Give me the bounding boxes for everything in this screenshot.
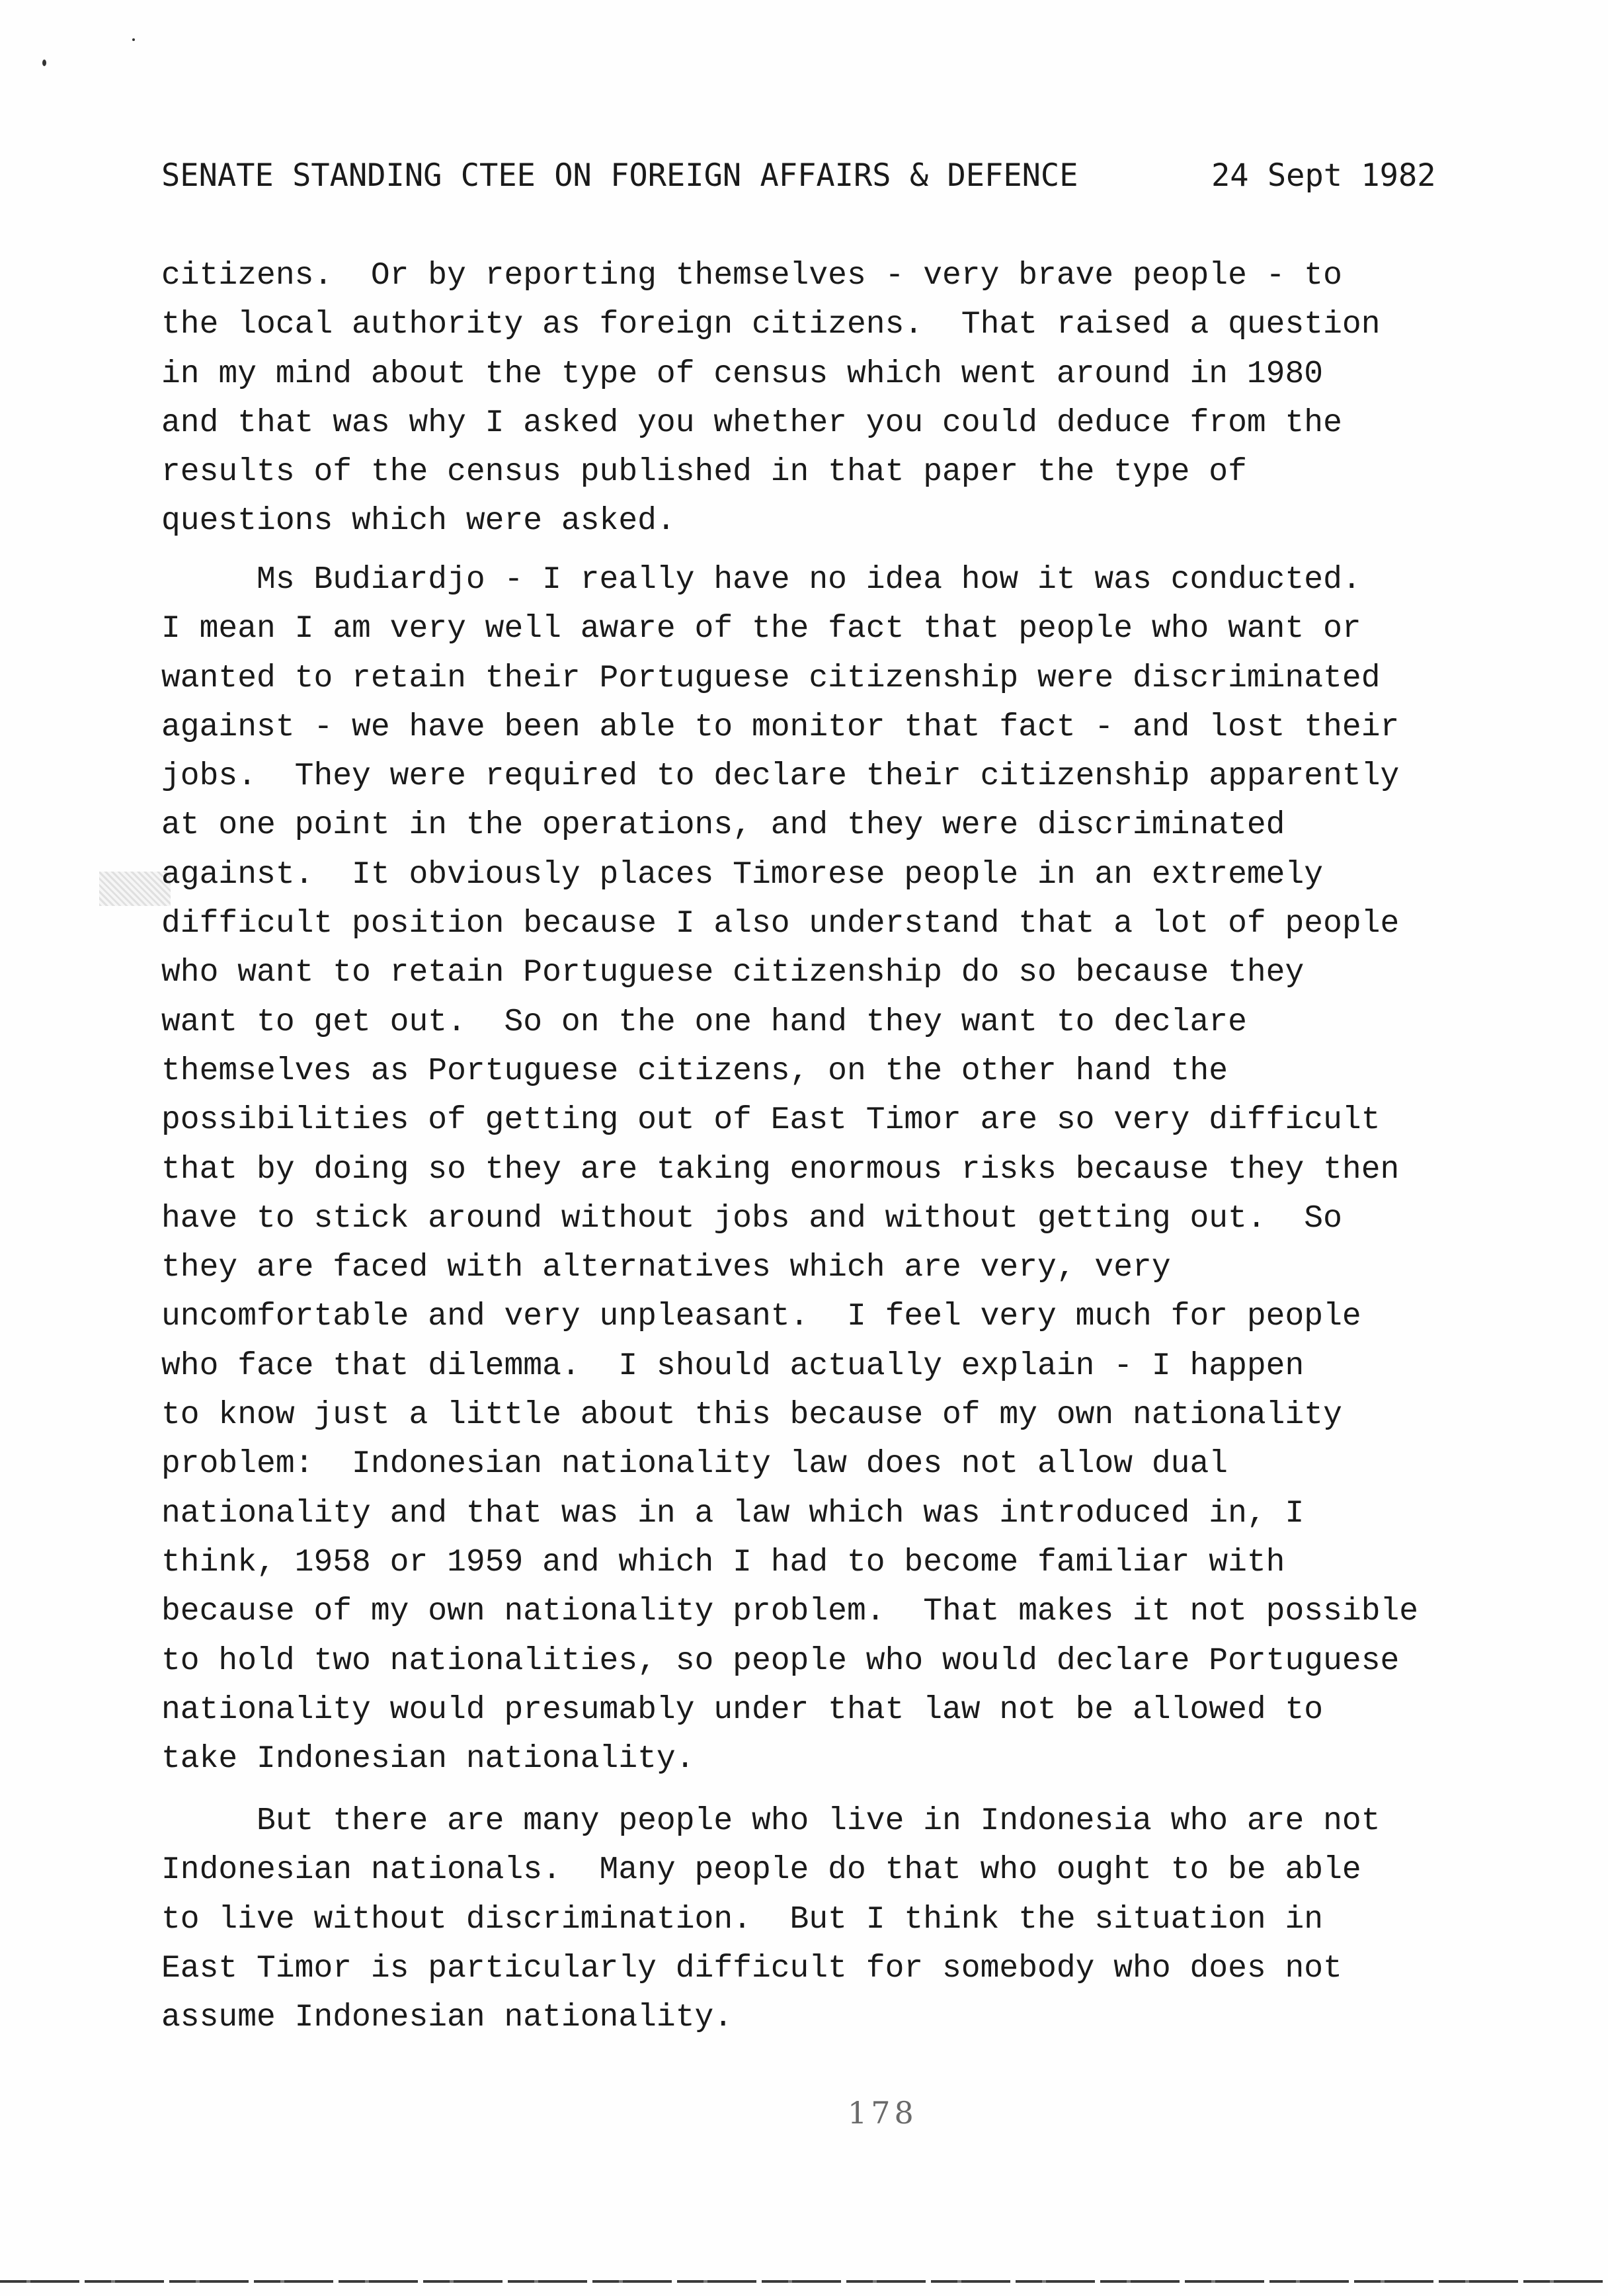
text-line: Indonesian nationals. Many people do that who ought to be able — [161, 1852, 1361, 1889]
text-line: who face that dilemma. I should actually explain - I happen — [161, 1348, 1305, 1384]
page-number: 178 — [848, 2095, 918, 2131]
text-line: to hold two nationalities, so people who would declare Portuguese — [161, 1643, 1400, 1679]
scan-speck — [132, 38, 135, 41]
text-line: nationality would presumably under that law not be allowed to — [161, 1692, 1324, 1728]
text-line: in my mind about the type of census which went around in 1980 — [161, 356, 1324, 392]
paragraph-3 — [161, 1797, 1484, 2042]
paragraph-2 — [161, 555, 1484, 1784]
text-line: But there are many people who live in Indonesia who are not — [161, 1803, 1381, 1839]
header-date: 24 Sept 1982 — [1211, 157, 1436, 194]
text-line: questions which were asked. — [161, 503, 676, 540]
text-line: assume Indonesian nationality. — [161, 2000, 733, 2036]
text-line: take Indonesian nationality. — [161, 1741, 695, 1778]
scan-speck — [42, 60, 46, 66]
text-line: problem: Indonesian nationality law does not allow dual — [161, 1446, 1228, 1483]
text-line: wanted to retain their Portuguese citizenship were discriminated — [161, 660, 1381, 696]
text-line: East Timor is particularly difficult for somebody who does not — [161, 1950, 1342, 1987]
text-line: Ms Budiardjo - I really have no idea how it was conducted. — [161, 562, 1361, 598]
text-line: possibilities of getting out of East Timor are so very difficult — [161, 1102, 1381, 1139]
header-title: SENATE STANDING CTEE ON FOREIGN AFFAIRS & DEFENCE — [161, 157, 1078, 194]
text-line: and that was why I asked you whether you could deduce from the — [161, 405, 1342, 441]
text-line: uncomfortable and very unpleasant. I feel very much for people — [161, 1299, 1361, 1335]
text-line: have to stick around without jobs and without getting out. So — [161, 1200, 1342, 1237]
text-line: think, 1958 or 1959 and which I had to become familiar with — [161, 1544, 1285, 1580]
text-line: because of my own nationality problem. That makes it not possible — [161, 1594, 1419, 1630]
text-line: themselves as Portuguese citizens, on the other hand the — [161, 1053, 1228, 1089]
text-line: at one point in the operations, and they were discriminated — [161, 807, 1285, 844]
text-line: against - we have been able to monitor that fact - and lost their — [161, 709, 1400, 745]
paragraph-1 — [161, 251, 1484, 546]
text-line: they are faced with alternatives which are very, very — [161, 1250, 1171, 1286]
text-line: nationality and that was in a law which was introduced in, I — [161, 1495, 1305, 1532]
text-line: want to get out. So on the one hand they want to declare — [161, 1004, 1247, 1040]
text-line: that by doing so they are taking enormous risks because they then — [161, 1151, 1400, 1188]
text-line: I mean I am very well aware of the fact that people who want or — [161, 611, 1361, 647]
text-line: results of the census published in that paper the type of — [161, 454, 1247, 491]
scan-bottom-edge — [0, 2280, 1608, 2283]
scan-smudge — [99, 872, 171, 906]
text-line: difficult position because I also understand that a lot of people — [161, 906, 1400, 942]
text-line: to know just a little about this because of my own nationality — [161, 1397, 1342, 1434]
text-line: against. It obviously places Timorese people in an extremely — [161, 856, 1324, 893]
text-line: who want to retain Portuguese citizenship do so because they — [161, 955, 1305, 991]
text-line: to live without discrimination. But I think the situation in — [161, 1901, 1324, 1938]
text-line: jobs. They were required to declare their citizenship apparently — [161, 758, 1400, 795]
text-line: the local authority as foreign citizens. That raised a question — [161, 307, 1381, 343]
text-line: citizens. Or by reporting themselves - very brave people - to — [161, 258, 1342, 294]
